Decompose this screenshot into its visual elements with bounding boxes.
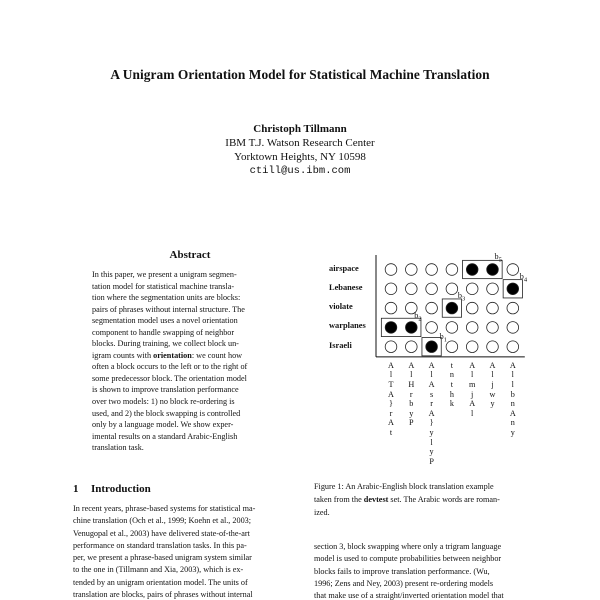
arabic-letter: A (509, 360, 516, 370)
english-word-label: airspace (329, 263, 359, 273)
english-word-label: Lebanese (329, 282, 363, 292)
arabic-letter: w (489, 389, 496, 399)
block-label-b2: $b_2$ (414, 311, 422, 324)
arabic-letter: y (429, 447, 434, 457)
body-line: chine translation (Och et al., 1999; Koehn et al., 2003; (73, 516, 252, 526)
figure-block-alignment (320, 250, 550, 480)
arabic-letter: s (430, 389, 434, 399)
body-line: Venugopal et al., 2003) have delivered state-of-the-art (73, 528, 250, 538)
arabic-letter: A (388, 418, 394, 428)
body-line: section 3, block swapping where only a trigram language (314, 542, 502, 551)
arabic-letter: n (510, 399, 515, 409)
abstract-heading: Abstract (169, 249, 211, 261)
arabic-letter: j (491, 380, 494, 390)
arabic-word-label (507, 361, 519, 438)
abstract-line-start: igram counts with (92, 350, 154, 360)
alignment-point-empty (466, 302, 478, 314)
abstract-text (92, 269, 288, 454)
english-word-label: warplanes (329, 321, 366, 331)
arabic-letter: l (430, 437, 433, 447)
alignment-point-empty (466, 283, 478, 295)
arabic-letter: A (469, 360, 476, 370)
arabic-letter: H (408, 380, 415, 390)
alignment-point-empty (507, 322, 519, 334)
arabic-letter: h (449, 389, 454, 399)
arabic-letter: A (408, 360, 415, 370)
arabic-letter: A (428, 380, 435, 390)
body-line: translation are blocks, pairs of phrases without internal (73, 590, 253, 600)
alignment-point-empty (466, 322, 478, 334)
alignment-point-empty (385, 283, 397, 295)
abstract-line: blocks. During training, we collect block un- (92, 339, 239, 349)
arabic-letter: l (471, 408, 474, 418)
author-email[interactable]: ctill@us.ibm.com (249, 165, 351, 177)
block-label-b4: $b_4$ (519, 271, 528, 284)
arabic-letter: k (449, 399, 454, 409)
arabic-letter: T (388, 380, 394, 390)
body-line: performance on standard translation tasks. In this pa- (73, 540, 247, 550)
right-column-text (314, 541, 548, 600)
english-word-label: Israeli (329, 340, 352, 350)
alignment-point-empty (507, 264, 519, 276)
body-line: per, we present a phrase-based unigram system similar (73, 553, 252, 563)
section-heading-introduction (73, 483, 151, 495)
arabic-letter: t (450, 380, 454, 390)
alignment-point-filled (446, 302, 458, 314)
abstract-line: some predecessor block. The orientation model (92, 373, 247, 383)
abstract-bold-word: orientation (153, 350, 192, 360)
abstract-line: only by a language model. We show exper- (92, 420, 234, 430)
abstract-line: often a block occurs to the left or to the right of (92, 362, 248, 372)
abstract-line: over two models: 1) no block re-ordering is (92, 397, 235, 407)
abstract-line (92, 350, 288, 362)
body-line: to the one in (Tillmann and Xia, 2003), which is ex- (73, 565, 244, 575)
arabic-letter: A (489, 360, 496, 370)
alignment-point-empty (446, 322, 458, 334)
arabic-letter: r (409, 389, 413, 399)
alignment-point-empty (406, 264, 418, 276)
arabic-letter: j (471, 389, 474, 399)
arabic-letter: } (429, 418, 434, 428)
alignment-point-empty (487, 302, 499, 314)
alignment-point-filled (385, 322, 397, 334)
alignment-point-empty (487, 341, 499, 353)
arabic-word-label (487, 361, 499, 409)
body-line: tended by an unigram orientation model. The units of (73, 577, 248, 587)
abstract-line: component to handle swapping of neighbor (92, 327, 235, 337)
arabic-letter: l (491, 370, 494, 380)
arabic-letter: t (389, 428, 393, 437)
abstract-line: tion where the segmentation units are blocks: (92, 293, 241, 303)
abstract-line: pairs of phrases without internal structure. The (92, 304, 245, 314)
body-line: model is used to compute probabilities between neighbor (314, 554, 502, 564)
arabic-letter: l (471, 370, 474, 380)
arabic-word-label (466, 361, 478, 419)
arabic-letter: t (450, 360, 454, 370)
abstract-line: imental results on a standard Arabic-English (92, 431, 238, 441)
arabic-letter: r (430, 399, 433, 409)
alignment-point-empty (507, 341, 519, 353)
alignment-point-filled (507, 283, 519, 295)
caption-line (314, 493, 548, 506)
arabic-letter: } (389, 399, 393, 409)
alignment-point-empty (426, 264, 438, 276)
alignment-point-empty (507, 302, 519, 314)
arabic-letter: A (509, 408, 516, 418)
abstract-line: is shown to improve translation performance (92, 385, 239, 395)
arabic-letter: l (511, 380, 514, 390)
alignment-point-empty (446, 341, 458, 353)
caption-bold-word: devtest (363, 495, 389, 504)
alignment-point-empty (385, 302, 397, 314)
section-title: Introduction (91, 483, 151, 495)
alignment-point-empty (487, 283, 499, 295)
arabic-letter: A (428, 408, 435, 418)
alignment-point-empty (446, 264, 458, 276)
body-line: 1996; Zens and Ney, 2003) present re-ordering models (314, 578, 494, 588)
body-line: blocks fails to improve translation performance. (Wu, (314, 566, 490, 576)
arabic-letter: y (409, 408, 414, 418)
arabic-word-label (426, 361, 438, 467)
body-line: that make use of a straight/inverted orientation model that (314, 591, 504, 600)
abstract-line: tation model for statistical machine transla- (92, 281, 235, 291)
arabic-word-label (385, 361, 397, 438)
figure-caption (314, 480, 548, 519)
alignment-point-empty (406, 283, 418, 295)
abstract-line: In this paper, we present a unigram segmen- (92, 270, 237, 279)
arabic-letter: n (449, 370, 454, 380)
arabic-letter: P (429, 456, 434, 466)
arabic-letter: n (510, 418, 515, 428)
alignment-point-filled (487, 264, 499, 276)
block-label-b3: $b_3$ (457, 291, 466, 303)
arabic-letter: A (428, 360, 435, 370)
alignment-point-empty (406, 341, 418, 353)
alignment-point-filled (466, 264, 478, 276)
arabic-letter: r (389, 408, 393, 418)
block-label-b1: $b_1$ (439, 331, 447, 344)
caption-text: taken from the (314, 495, 364, 504)
author-affiliation: IBM T.J. Watson Research Center (225, 137, 375, 149)
arabic-letter: l (511, 370, 514, 380)
caption-text: set. The Arabic words are roman- (388, 495, 500, 504)
alignment-point-empty (426, 302, 438, 314)
author-address: Yorktown Heights, NY 10598 (234, 151, 366, 163)
alignment-point-empty (487, 322, 499, 334)
alignment-point-filled (426, 341, 438, 353)
alignment-point-empty (385, 341, 397, 353)
alignment-point-empty (466, 341, 478, 353)
caption-line: Figure 1: An Arabic-English block translation example (314, 482, 494, 491)
english-word-label: violate (329, 302, 353, 312)
abstract-line: translation task. (92, 443, 144, 453)
alignment-point-empty (426, 322, 438, 334)
author-name: Christoph Tillmann (253, 123, 347, 135)
arabic-letter: A (388, 360, 394, 370)
arabic-letter: y (490, 399, 495, 409)
arabic-letter: y (429, 428, 434, 437)
alignment-point-empty (385, 264, 397, 276)
arabic-letter: A (469, 399, 476, 409)
author-block (0, 122, 600, 178)
abstract-line: used, and 2) the block swapping is controlled (92, 408, 241, 418)
body-line: In recent years, phrase-based systems for statistical ma- (73, 504, 256, 513)
abstract-line-end: : we count how (191, 350, 243, 360)
arabic-letter: l (430, 370, 433, 380)
arabic-letter: A (388, 389, 394, 399)
alignment-point-empty (446, 283, 458, 295)
arabic-letter: b (510, 389, 515, 399)
introduction-text (73, 503, 307, 600)
arabic-word-label (405, 361, 417, 428)
alignment-point-empty (426, 283, 438, 295)
arabic-word-label (446, 361, 458, 409)
caption-line: ized. (314, 508, 330, 517)
paper-title: A Unigram Orientation Model for Statistical Machine Translation (110, 67, 490, 82)
arabic-letter: y (510, 428, 515, 437)
section-number: 1 (73, 483, 79, 495)
arabic-letter: P (409, 418, 414, 428)
block-label-b5: $b_5$ (494, 251, 502, 264)
arabic-letter: b (409, 399, 414, 409)
abstract-line: segmentation model uses a novel orientation (92, 316, 238, 326)
arabic-letter: l (410, 370, 413, 380)
alignment-point-filled (406, 322, 418, 334)
arabic-letter: l (389, 370, 393, 380)
arabic-letter: m (469, 380, 476, 390)
